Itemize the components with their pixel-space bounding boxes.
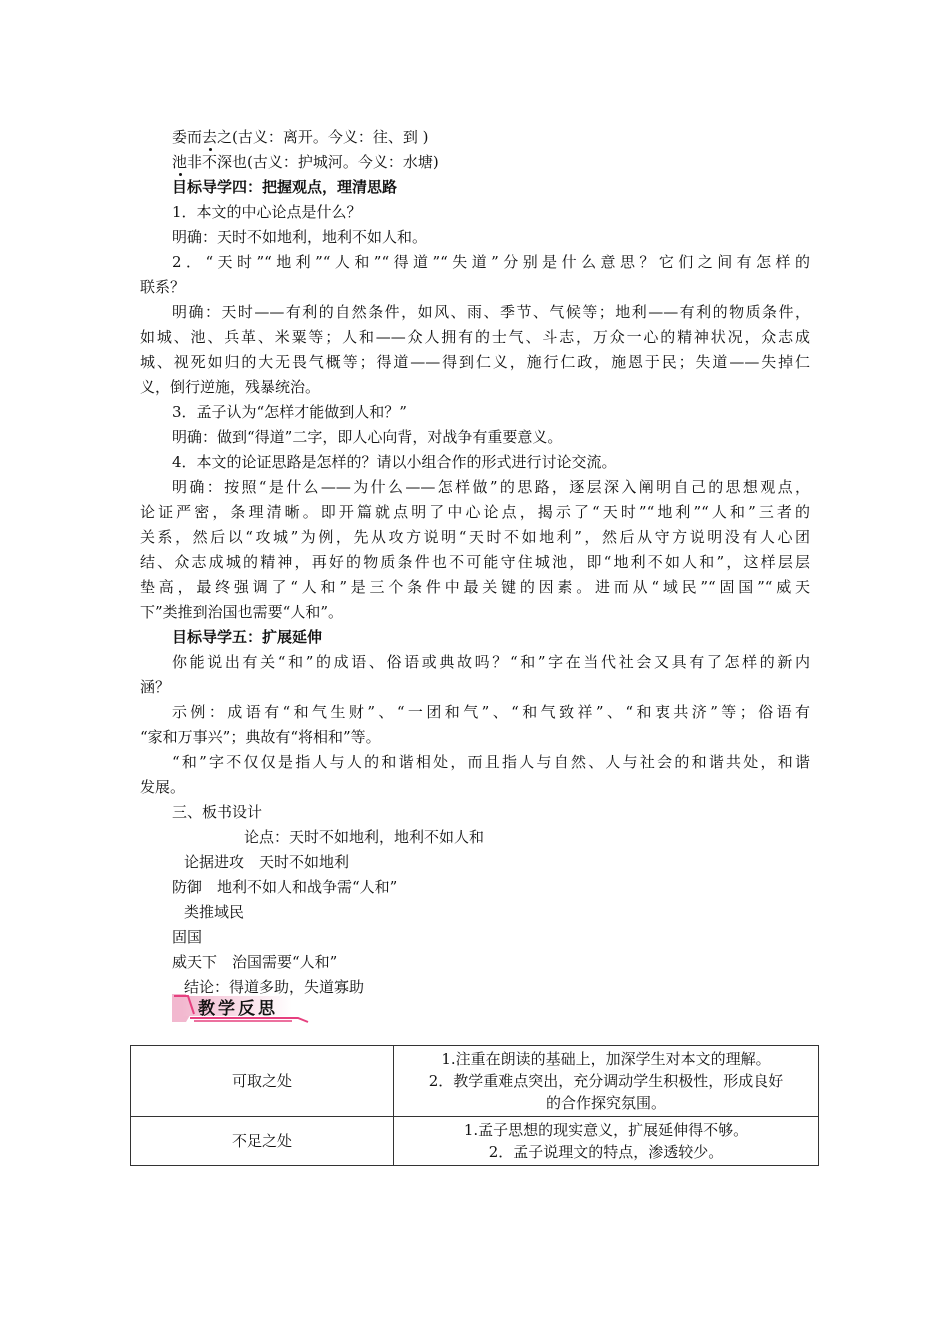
example-line-2: “家和万事兴”；典故有“将相和”等。 (140, 728, 381, 746)
table-row (131, 1117, 819, 1166)
question-4: 4．本文的论证思路是怎样的？请以小组合作的形式进行讨论交流。 (172, 453, 617, 471)
answer-2-line-3: 城、视死如归的大无畏气概等；得道——得到仁义，施行仁政，施恩于民；失道——失掉仁 (140, 353, 810, 371)
board-heading: 三、板书设计 (172, 803, 263, 821)
answer-2-line-4: 义，倒行逆施，残暴统治。 (140, 378, 321, 396)
dotted-char: 池 (172, 153, 188, 171)
example-line-1: 示例：成语有“和气生财”、“一团和气”、“和气致祥”、“和衷共济”等；俗语有 (172, 703, 810, 721)
question-5-line-2: 涵？ (140, 678, 171, 696)
reflection-banner (172, 992, 310, 1024)
answer-4-line-1: 明确：按照“是什么——为什么——怎样做”的思路，逐层深入阐明自己的思想观点， (172, 478, 810, 496)
example-line-3: “和”字不仅仅是指人与人的和谐相处，而且指人与自然、人与社会的和谐共处，和谐 (172, 753, 810, 771)
reflection-banner-title: 教学反思 (198, 999, 278, 1019)
answer-4-line-2: 论证严密，条理清晰。即开篇就点明了中心论点，揭示了“天时”“地利”“人和”三者的 (140, 503, 810, 521)
board-line-7: 结论：得道多助，失道寡助 (184, 978, 365, 996)
answer-4-line-3: 关系，然后以“攻城”为例，先从攻方说明“天时不如地利”，然后从守方说明没有人心团 (140, 528, 810, 546)
table-row (131, 1046, 819, 1117)
dotted-char: 去 (202, 128, 218, 146)
row-value: 1.注重在朗读的基础上，加深学生对本文的理解。 2．教学重难点突出，充分调动学生积极性，形成良好 的合作探究氛围。 (394, 1046, 819, 1117)
question-2-line-1: 2．“天时”“地利”“人和”“得道”“失道”分别是什么意思？它们之间有怎样的 (172, 253, 810, 271)
row-key: 不足之处 (131, 1117, 394, 1166)
board-line-5: 固国 (172, 928, 203, 946)
row-key: 可取之处 (131, 1046, 394, 1117)
row-value: 1.孟子思想的现实意义，扩展延伸得不够。 2．孟子说理文的特点，渗透较少。 (394, 1117, 819, 1166)
board-line-3: 防御 地利不如人和战争需“人和” (172, 878, 398, 896)
vocab-line-1: 委而去之(古义：离开。今义：往、到 ) (172, 128, 429, 146)
section-heading-5: 目标导学五：扩展延伸 (172, 628, 323, 646)
answer-1: 明确：天时不如地利，地利不如人和。 (172, 228, 428, 246)
board-line-6: 威天下 治国需要“人和” (172, 953, 338, 971)
vocab-line-2: 池非不深也(古义：护城河。今义：水塘) (172, 153, 439, 171)
answer-2-line-2: 如城、池、兵革、米粟等；人和——众人拥有的士气、斗志，万众一心的精神状况，众志成 (140, 328, 810, 346)
answer-3: 明确：做到“得道”二字，即人心向背，对战争有重要意义。 (172, 428, 563, 446)
question-2-line-2: 联系？ (140, 278, 186, 296)
board-line-1: 论点：天时不如地利，地利不如人和 (244, 828, 485, 846)
reflection-table (130, 1045, 819, 1166)
question-3: 3．孟子认为“怎样才能做到人和？” (172, 403, 407, 421)
board-line-4: 类推域民 (184, 903, 245, 921)
question-5-line-1: 你能说出有关“和”的成语、俗语或典故吗？“和”字在当代社会又具有了怎样的新内 (172, 653, 810, 671)
example-line-4: 发展。 (140, 778, 186, 796)
answer-4-line-4: 结、众志成城的精神，再好的物质条件也不可能守住城池，即“地利不如人和”，这样层层 (140, 553, 810, 571)
answer-4-line-5: 垫高，最终强调了“人和”是三个条件中最关键的因素。进而从“域民”“固国”“威天 (140, 578, 810, 596)
answer-4-line-6: 下”类推到治国也需要“人和”。 (140, 603, 344, 621)
answer-2-line-1: 明确：天时——有利的自然条件，如风、雨、季节、气候等；地利——有利的物质条件， (172, 303, 810, 321)
board-line-2: 论据进攻 天时不如地利 (184, 853, 350, 871)
section-heading-4: 目标导学四：把握观点，理清思路 (172, 178, 398, 196)
question-1: 1．本文的中心论点是什么？ (172, 203, 362, 221)
